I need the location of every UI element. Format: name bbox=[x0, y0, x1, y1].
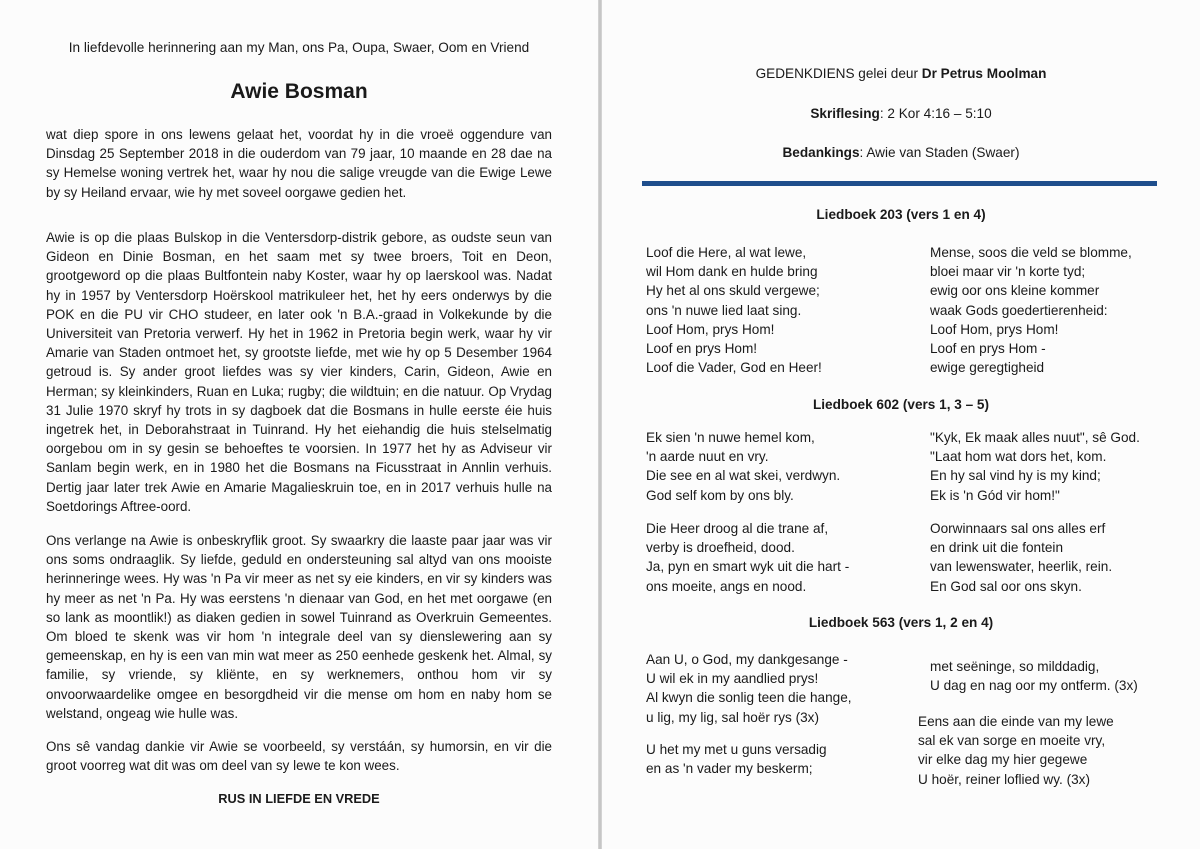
verse-line: En God sal oor ons skyn. bbox=[930, 578, 1082, 594]
verse-line: Loof en prys Hom - bbox=[930, 341, 1046, 357]
thanks-label: Bedankings bbox=[782, 145, 860, 160]
verse-line: Al kwyn die sonlig teen die hange, bbox=[646, 690, 852, 706]
hymn-2-title: Liedboek 602 (vers 1, 3 – 5) bbox=[812, 397, 990, 412]
verse-line: ons 'n nuwe lied laat sing. bbox=[646, 302, 802, 318]
verse-line: "Kyk, Ek maak alles nuut", sê God. bbox=[930, 430, 1140, 445]
verse-line: Loof en prys Hom! bbox=[646, 341, 758, 357]
verse-line: verby is droefheid, dood. bbox=[646, 540, 795, 556]
verse-line: U dag en nag oor my ontferm. (3x) bbox=[930, 678, 1138, 694]
hymn-1-title: Liedboek 203 (vers 1 en 4) bbox=[816, 207, 986, 222]
verse-line: Ek is 'n Gód vir hom!" bbox=[930, 487, 1060, 503]
verse-line: vir elke dag my hier gegewe bbox=[918, 752, 1088, 768]
scripture-reading-line bbox=[602, 106, 1200, 121]
hymn-3-verse-1 bbox=[646, 650, 852, 727]
verse-line: Die see en al wat skei, verdwyn. bbox=[646, 468, 841, 484]
verse-line: wil Hom dank en hulde bring bbox=[646, 264, 818, 280]
hymn-2-verse-1 bbox=[646, 428, 840, 505]
verse-line: en as 'n vader my beskerm; bbox=[646, 761, 813, 777]
hymn-3-verse-1-continued bbox=[646, 740, 827, 778]
service-prefix: GEDENKDIENS gelei deur bbox=[755, 66, 922, 81]
reading-label: Skriflesing bbox=[810, 106, 880, 121]
hymn-2-verse-2 bbox=[930, 428, 1140, 505]
thanks-line bbox=[602, 145, 1200, 160]
verse-line: 'n aarde nuut en vry. bbox=[646, 449, 769, 465]
verse-line: U hoër, reiner loflied wy. (3x) bbox=[918, 771, 1090, 787]
hymn-2-verse-4 bbox=[930, 519, 1112, 596]
verse-line: Loof Hom, prys Hom! bbox=[646, 321, 775, 337]
verse-line: Aan U, o God, my dankgesange - bbox=[646, 652, 848, 667]
verse-line: Ja, pyn en smart wyk uit die hart - bbox=[646, 559, 850, 575]
reading-value: : 2 Kor 4:16 – 5:10 bbox=[879, 106, 992, 121]
verse-line: waak Gods goedertierenheid: bbox=[930, 302, 1108, 318]
verse-line: "Laat hom wat dors het, kom. bbox=[930, 449, 1107, 465]
hymn-2-verse-3 bbox=[646, 519, 849, 596]
verse-line: Hy het al ons skuld vergewe; bbox=[646, 283, 820, 299]
verse-line: met seëninge, so milddadig, bbox=[930, 659, 1100, 674]
right-page bbox=[602, 0, 1200, 849]
verse-line: U het my met u guns versadig bbox=[646, 742, 827, 757]
tribute-paragraph-1: wat diep spore in ons lewens gelaat het, voordat hy in die vroeë oggendure van Dinsdag 25 September 2018 in die ouderdom van 79 jaar, 10 maande en 28 dae na sy Hemelse woning vertrek het, waar hy nou die salige vreugde van die Ewige Lewe by sy Heiland ervaar, wie hy met soveel oorgawe gedien het. bbox=[46, 127, 552, 200]
closing-line: RUS IN LIEFDE EN VREDE bbox=[218, 791, 380, 806]
deceased-name: Awie Bosman bbox=[230, 80, 368, 103]
hymn-1-verse-right bbox=[930, 243, 1132, 377]
verse-line: En hy sal vind hy is my kind; bbox=[930, 468, 1101, 484]
verse-line: ewige geregtigheid bbox=[930, 360, 1045, 376]
verse-line: Oorwinnaars sal ons alles erf bbox=[930, 521, 1106, 536]
verse-line: u lig, my lig, sal hoër rys (3x) bbox=[646, 709, 819, 725]
verse-line: Mense, soos die veld se blomme, bbox=[930, 245, 1132, 260]
verse-line: Loof die Here, al wat lewe, bbox=[646, 245, 807, 260]
verse-line: Loof die Vader, God en Heer! bbox=[646, 360, 822, 376]
verse-line: Die Heer droog al die trane af, bbox=[646, 521, 829, 536]
verse-line: Eens aan die einde van my lewe bbox=[918, 714, 1114, 729]
tribute-paragraph-3: Ons verlange na Awie is onbeskryflik groot. Sy swaarkry die laaste paar jaar was vir ons soms ondraaglik. Sy liefde, geduld en ondersteuning sal altyd van ons mooiste herinneringe wees. Hy was 'n Pa vir meer as net sy eie kinders, en vir sy kinders was hy meer as net 'n Pa. Hy was eerstens 'n dienaar van God, en het met oorgawe (en so lank as moontlik!) as diaken gedien in sowel Tuinrand as Overkruin Gemeentes. Om bloed te skenk was vir hom 'n integrale deel van sy dienslewering aan sy gemeenskap, en hy is een van min wat meer as 250 eenhede geskenk het. Almal, sy familie, sy vriende, sy kliënte, en sy werknemers, onthou hom vir sy onvoorwaardelike omgee en besorgdheid vir die mense om hom en naby hom se welstand, ongeag wie hulle was. bbox=[46, 533, 552, 721]
verse-line: en drink uit die fontein bbox=[930, 540, 1064, 556]
divider-rule bbox=[642, 181, 1157, 186]
verse-line: U wil ek in my aandlied prys! bbox=[646, 671, 819, 687]
hymn-3-title: Liedboek 563 (vers 1, 2 en 4) bbox=[808, 615, 994, 630]
dedication-line: In liefdevolle herinnering aan my Man, ons Pa, Oupa, Swaer, Oom en Vriend bbox=[68, 40, 530, 55]
thanks-value: : Awie van Staden (Swaer) bbox=[859, 145, 1020, 160]
verse-line: Loof Hom, prys Hom! bbox=[930, 321, 1059, 337]
verse-line: sal ek van sorge en moeite vry, bbox=[918, 733, 1106, 749]
verse-line: God self kom by ons bly. bbox=[646, 487, 794, 503]
tribute-paragraph-4: Ons sê vandag dankie vir Awie se voorbeeld, sy verstáán, sy humorsin, en vir die groot voorreg wat dit was om deel van sy lewe te kon wees. bbox=[46, 739, 552, 774]
hymn-1-verse-left bbox=[646, 243, 822, 377]
verse-line: Ek sien 'n nuwe hemel kom, bbox=[646, 430, 815, 445]
hymn-3-verse-2 bbox=[930, 657, 1138, 695]
left-page bbox=[0, 0, 598, 849]
verse-line: bloei maar vir 'n korte tyd; bbox=[930, 264, 1086, 280]
verse-line: ewig oor ons kleine kommer bbox=[930, 283, 1100, 299]
service-leader: Dr Petrus Moolman bbox=[921, 66, 1047, 81]
tribute-paragraph-2: Awie is op die plaas Bulskop in die Ventersdorp-distrik gebore, as oudste seun van Gideon en Dinie Bosman, en het saam met sy twee broers, Toit en Deon, grootgeword op die plaas Bultfontein naby Koster, waar hy op laerskool was. Nadat hy in 1957 by Ventersdorp Hoërskool matrikuleer het, het hy eers onderwys by die POK en die PU vir CHO studeer, en later ook 'n B.A.-graad in Volkekunde by die Universiteit van Pretoria verwerf. Hy het in 1962 in Pretoria begin werk, waar hy vir Amarie van Staden ontmoet het, sy grootste liefde, met wie hy op 5 Desember 1964 getroud is. Sy ander groot liefdes was sy vier kinders, Carin, Gideon, Awie en Herman; sy kleinkinders, Ruan en Luka; rugby; die wildtuin; en die natuur. Op Vrydag 31 Julie 1970 skryf hy trots in sy dagboek dat die Bosmans in hulle eerste éie huis ingetrek het, in Deborahstraat in Tuinrand. Hy het eiehandig die huis stelselmatig oorgebou om in sy gesin se behoeftes te voorsien. In 1977 het hy as Adviseur vir Sanlam begin werk, en in 1980 het die Bosmans na Ficusstraat in Annlin verhuis. Dertig jaar later trek Awie en Amarie Magalieskruin toe, en in 2017 verhuis hulle na Soetdorings Aftree-oord. bbox=[46, 230, 552, 514]
hymn-3-verse-4 bbox=[918, 712, 1114, 789]
verse-line: van lewenswater, heerlik, rein. bbox=[930, 559, 1113, 575]
memorial-service-line bbox=[602, 66, 1200, 81]
verse-line: ons moeite, angs en nood. bbox=[646, 578, 807, 594]
